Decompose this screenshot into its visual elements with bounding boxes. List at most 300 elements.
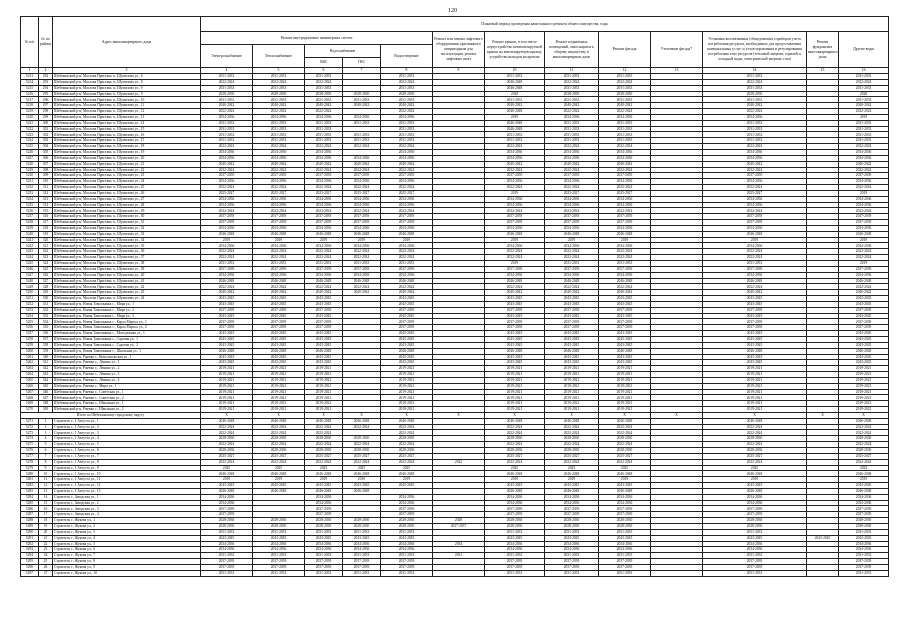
table-cell: 2031-2033: [201, 553, 253, 559]
table-cell: 2034-2036: [253, 202, 305, 208]
header-hvs: ХВС: [305, 58, 343, 68]
address-cell: Строитель г., 1 Августа ул., 7: [53, 453, 201, 459]
header-foundation: Ремонт фундамента многоквартирного дома: [807, 32, 839, 68]
table-cell: 2031-2033: [485, 529, 545, 535]
table-cell: 2040-2042: [201, 103, 253, 109]
table-cell: 2028-2030: [253, 91, 305, 97]
table-cell: 310: [39, 179, 53, 185]
table-cell: 2043-2045: [703, 336, 807, 342]
table-cell: 21: [39, 535, 53, 541]
table-cell: 2037-2039: [599, 559, 651, 565]
header-lift: Ремонт или замена лифтового оборудования, признанного непригодным для эксплуатации, ремонт лифтовых шахт: [433, 32, 485, 68]
table-cell: 2022-2024: [201, 442, 253, 448]
table-cell: 2034-2036: [485, 272, 545, 278]
table-cell: 2022-2024: [839, 424, 889, 430]
table-cell: 2034-2036: [305, 494, 343, 500]
table-cell: 2025-2027: [381, 190, 433, 196]
table-cell: 2031-2033: [703, 261, 807, 267]
table-cell: 2043-2045: [839, 331, 889, 337]
table-cell: 2046-2048: [703, 418, 807, 424]
table-cell: 5282: [21, 483, 39, 489]
table-cell: 2040-2042: [599, 290, 651, 296]
table-cell: 2043-2045: [381, 331, 433, 337]
table-cell: 5280: [21, 471, 39, 477]
table-cell: 2022-2024: [545, 284, 599, 290]
table-cell: 2022-2024: [839, 249, 889, 255]
table-cell: 2031-2033: [703, 138, 807, 144]
table-cell: 2037-2039: [485, 564, 545, 570]
table-cell: 2025-2027: [305, 453, 343, 459]
address-cell: Шебекинский р-н, Маслова Пристань п., Шумилова ул., 36: [53, 249, 201, 255]
table-cell: 2034-2036: [381, 179, 433, 185]
table-cell: 2037-2039: [253, 325, 305, 331]
table-cell: 2037-2039: [305, 325, 343, 331]
table-cell: 2037-2039: [599, 325, 651, 331]
table-cell: 2031-2033: [839, 120, 889, 126]
table-cell: 2022-2024: [599, 430, 651, 436]
table-cell: 2031-2033: [599, 97, 651, 103]
table-cell: 2034-2036: [381, 547, 433, 553]
table-cell: 2031-2033: [201, 570, 253, 576]
table-cell: 2019: [201, 477, 253, 483]
table-cell: 2025-2027: [599, 190, 651, 196]
table-cell: 2043-2045: [839, 296, 889, 302]
table-cell: 2019-2021: [201, 389, 253, 395]
table-cell: 2037-2039: [703, 307, 807, 313]
address-cell: Строитель г., 1 Августа ул., 11: [53, 477, 201, 483]
table-cell: 2040-2042: [381, 290, 433, 296]
table-cell: 5242: [21, 243, 39, 249]
table-cell: 2043-2045: [599, 301, 651, 307]
table-cell: 2034-2036: [545, 202, 599, 208]
table-cell: 2025-2027: [343, 453, 381, 459]
table-cell: 5251: [21, 296, 39, 302]
table-cell: 2034-2036: [599, 114, 651, 120]
table-cell: 2031-2033: [839, 85, 889, 91]
table-cell: 2019-2021: [201, 366, 253, 372]
table-cell: 2022-2024: [485, 249, 545, 255]
table-cell: 2022-2024: [381, 109, 433, 115]
table-cell: 2031-2033: [343, 97, 381, 103]
table-cell: 2043-2045: [343, 535, 381, 541]
table-cell: 2019-2021: [839, 366, 889, 372]
table-cell: 2022-2024: [343, 424, 381, 430]
table-cell: 2031-2033: [201, 97, 253, 103]
table-cell: 2031-2033: [201, 529, 253, 535]
table-cell: 2043-2045: [545, 342, 599, 348]
table-cell: 2043-2045: [703, 360, 807, 366]
table-cell: 2019-2021: [703, 389, 807, 395]
table-cell: [433, 570, 485, 576]
table-cell: 19: [39, 523, 53, 529]
address-cell: Строитель г., 1 Августа ул., 2: [53, 424, 201, 430]
table-cell: 2028-2030: [305, 436, 343, 442]
table-cell: 2043-2045: [703, 296, 807, 302]
table-cell: 2019: [381, 477, 433, 483]
table-cell: 5216: [21, 91, 39, 97]
table-cell: 315: [39, 208, 53, 214]
header-address: Адрес многоквартирного дома: [53, 17, 201, 68]
table-cell: 2022-2024: [545, 208, 599, 214]
address-cell: Строитель г., Заводская ул., 4: [53, 512, 201, 518]
address-cell: Шебекинский р-н, Маслова Пристань п., Шумилова ул., 23: [53, 173, 201, 179]
table-cell: 2022: [433, 459, 485, 465]
table-cell: 2031-2033: [343, 132, 381, 138]
table-cell: 2022-2024: [381, 442, 433, 448]
table-cell: 2046-2048: [485, 418, 545, 424]
table-cell: 2043-2045: [201, 483, 253, 489]
table-cell: 2022-2024: [343, 255, 381, 261]
table-cell: 2031-2033: [253, 553, 305, 559]
table-cell: 22: [39, 541, 53, 547]
table-cell: 2019: [485, 237, 545, 243]
table-cell: 325: [39, 266, 53, 272]
table-cell: 320: [39, 237, 53, 243]
table-cell: 2031-2033: [703, 120, 807, 126]
table-cell: 2046-2048: [485, 109, 545, 115]
table-cell: 317: [39, 220, 53, 226]
table-cell: 2034-2036: [381, 272, 433, 278]
table-cell: 5255: [21, 319, 39, 325]
table-cell: 2031-2033: [599, 529, 651, 535]
table-cell: 2022-2024: [201, 79, 253, 85]
table-cell: 12: [39, 483, 53, 489]
table-cell: 2034-2036: [545, 155, 599, 161]
address-cell: Шебекинский р-н, Маслова Пристань п., Шумилова ул., 30: [53, 214, 201, 220]
table-cell: 2034-2036: [599, 243, 651, 249]
table-cell: 2022-2024: [253, 167, 305, 173]
table-cell: 25: [39, 559, 53, 565]
table-cell: 2022-2024: [381, 255, 433, 261]
table-cell: 2019-2021: [599, 372, 651, 378]
table-cell: 2022-2024: [545, 144, 599, 150]
table-cell: 2034-2036: [703, 225, 807, 231]
table-cell: 2037-2039: [201, 506, 253, 512]
table-cell: 2019-2021: [545, 377, 599, 383]
table-cell: 2037-2039: [485, 319, 545, 325]
table-cell: 312: [39, 190, 53, 196]
table-cell: 2019: [201, 237, 253, 243]
table-cell: 2037-2039: [599, 214, 651, 220]
table-cell: 2022-2024: [381, 430, 433, 436]
table-cell: 2034-2036: [381, 500, 433, 506]
table-cell: 5225: [21, 144, 39, 150]
table-cell: 2022-2024: [599, 208, 651, 214]
table-cell: 2031-2033: [839, 529, 889, 535]
address-cell: Шебекинский р-н, Маслова Пристань п., Шумилова ул., 31: [53, 220, 201, 226]
table-cell: 2019: [305, 237, 343, 243]
table-cell: 2046-2048: [485, 488, 545, 494]
table-cell: 2034-2036: [381, 155, 433, 161]
table-cell: 2046-2048: [485, 471, 545, 477]
table-cell: 2046-2048: [703, 348, 807, 354]
table-cell: 2025-2027: [545, 190, 599, 196]
table-cell: 311: [39, 185, 53, 191]
table-cell: 2034-2036: [839, 272, 889, 278]
table-cell: 2025-2027: [253, 453, 305, 459]
table-cell: 2034-2036: [703, 149, 807, 155]
x-marker-cell: X: [545, 412, 599, 418]
table-cell: 345: [39, 383, 53, 389]
table-cell: 2025-2027: [703, 190, 807, 196]
table-cell: 2034-2036: [201, 114, 253, 120]
table-cell: 2031-2033: [485, 97, 545, 103]
table-cell: 2034-2036: [201, 272, 253, 278]
table-cell: 2022-2024: [201, 459, 253, 465]
table-cell: 5253: [21, 307, 39, 313]
table-cell: 2028-2030: [343, 448, 381, 454]
table-cell: 2043-2045: [545, 483, 599, 489]
table-cell: 5274: [21, 436, 39, 442]
table-cell: 2022-2024: [253, 442, 305, 448]
table-cell: 2037-2039: [839, 307, 889, 313]
column-number: 11: [545, 68, 599, 74]
table-cell: 337: [39, 336, 53, 342]
table-cell: 2028-2030: [201, 91, 253, 97]
table-cell: 4: [39, 436, 53, 442]
table-cell: 2037-2039: [599, 220, 651, 226]
column-number: 2: [39, 68, 53, 74]
table-cell: 5267: [21, 389, 39, 395]
x-marker-cell: X: [253, 412, 305, 418]
table-cell: 303: [39, 138, 53, 144]
table-cell: 14: [39, 494, 53, 500]
address-cell: Шебекинский р-н, Маслова Пристань п., Шумилова ул., 13: [53, 114, 201, 120]
table-cell: 2019-2021: [305, 372, 343, 378]
header-facade: Ремонт фасада: [599, 32, 651, 68]
table-cell: 2043-2045: [485, 313, 545, 319]
table-cell: 2031-2033: [485, 74, 545, 80]
table-cell: 2046-2048: [485, 85, 545, 91]
table-cell: 5218: [21, 103, 39, 109]
table-cell: 5214: [21, 79, 39, 85]
x-marker-cell: X: [599, 412, 651, 418]
x-marker-cell: X: [305, 412, 343, 418]
address-cell: Шебекинский р-н, Новая Таволжанка с., Садовая ул., 2: [53, 342, 201, 348]
table-cell: 2037-2039: [343, 214, 381, 220]
table-cell: 2019-2021: [201, 372, 253, 378]
table-cell: 2031-2033: [381, 74, 433, 80]
header-drain: Водоотведение: [381, 45, 433, 68]
table-cell: 2043-2045: [253, 354, 305, 360]
table-cell: 2022-2024: [839, 459, 889, 465]
table-cell: 5213: [21, 74, 39, 80]
table-cell: 294: [39, 85, 53, 91]
header-insulation: Утепление фасада*: [651, 32, 703, 68]
address-cell: Шебекинский р-н, Маслова Пристань п., Шумилова ул., 40: [53, 272, 201, 278]
table-cell: 2022-2024: [201, 430, 253, 436]
table-cell: 2019-2021: [201, 377, 253, 383]
table-cell: 2043-2045: [305, 331, 343, 337]
table-cell: 2019-2021: [253, 395, 305, 401]
table-cell: 2034-2036: [599, 225, 651, 231]
table-cell: 2019-2021: [253, 389, 305, 395]
address-cell: Шебекинский р-н, Маслова Пристань п., Шумилова ул., 10: [53, 97, 201, 103]
table-cell: 5249: [21, 284, 39, 290]
table-cell: 2019: [381, 237, 433, 243]
table-cell: 2037-2039: [381, 220, 433, 226]
table-cell: 2019: [485, 261, 545, 267]
table-cell: 5223: [21, 132, 39, 138]
table-cell: 2046-2048: [381, 348, 433, 354]
table-cell: 2037-2039: [839, 512, 889, 518]
table-cell: 1: [39, 418, 53, 424]
table-cell: 2028-2030: [343, 518, 381, 524]
table-cell: 2022-2024: [305, 79, 343, 85]
address-cell: Шебекинский р-н, Новая Таволжанка с., Мира ул., 3: [53, 313, 201, 319]
table-cell: 2022-2024: [201, 255, 253, 261]
table-cell: 2022-2024: [381, 79, 433, 85]
table-cell: 2022-2024: [305, 424, 343, 430]
table-cell: 5236: [21, 208, 39, 214]
table-cell: 2040-2042: [381, 161, 433, 167]
table-cell: 2022-2024: [253, 109, 305, 115]
table-cell: 2037-2039: [703, 559, 807, 565]
table-cell: 346: [39, 389, 53, 395]
table-cell: 2037-2039: [305, 307, 343, 313]
table-cell: 2022-2024: [703, 284, 807, 290]
table-cell: 321: [39, 243, 53, 249]
table-cell: 18: [39, 518, 53, 524]
table-cell: 2022-2024: [253, 284, 305, 290]
table-cell: 2046-2048: [545, 278, 599, 284]
table-cell: 2022-2024: [703, 459, 807, 465]
table-cell: 5297: [21, 570, 39, 576]
table-cell: 2019-2021: [201, 383, 253, 389]
table-cell: 2037-2039: [305, 512, 343, 518]
table-cell: 5250: [21, 290, 39, 296]
table-cell: 2040-2042: [305, 103, 343, 109]
address-cell: Строитель г., 1 Августа ул., 12: [53, 483, 201, 489]
table-cell: 2025: [253, 465, 305, 471]
table-cell: 2043-2045: [599, 342, 651, 348]
table-cell: 2037-2039: [545, 506, 599, 512]
table-cell: 2040-2042: [201, 161, 253, 167]
table-cell: 5279: [21, 465, 39, 471]
table-cell: 2022-2024: [381, 249, 433, 255]
table-cell: 2043-2045: [305, 354, 343, 360]
table-cell: 2028-2030: [253, 436, 305, 442]
table-cell: 2043-2045: [703, 331, 807, 337]
table-cell: 5269: [21, 401, 39, 407]
table-cell: 2031-2033: [839, 138, 889, 144]
table-cell: 2034-2036: [485, 243, 545, 249]
table-cell: 2031-2033: [253, 120, 305, 126]
address-cell: Шебекинский р-н, Маслова Пристань п., Шумилова ул., 28: [53, 202, 201, 208]
table-cell: 2037-2039: [599, 564, 651, 570]
table-cell: 2043-2045: [839, 301, 889, 307]
table-cell: 5237: [21, 214, 39, 220]
table-cell: 17: [39, 512, 53, 518]
table-cell: 2019-2021: [839, 407, 889, 413]
table-cell: 2037-2039: [703, 564, 807, 570]
column-number: 3: [53, 68, 201, 74]
header-n: № п/п: [21, 17, 39, 68]
table-cell: 2031-2033: [253, 132, 305, 138]
table-cell: 2031-2033: [599, 74, 651, 80]
table-cell: 299: [39, 114, 53, 120]
table-cell: 2028-2030: [381, 523, 433, 529]
table-cell: 2037-2039: [545, 325, 599, 331]
table-cell: 2019: [839, 114, 889, 120]
table-cell: 2043-2045: [703, 483, 807, 489]
header-basement: Ремонт подвальных помещений, относящихся к общему имуществу в многоквартирном доме: [545, 32, 599, 68]
table-cell: 2031-2033: [545, 570, 599, 576]
table-cell: 2034-2036: [839, 179, 889, 185]
table-cell: 2046-2048: [545, 471, 599, 477]
table-cell: 5233: [21, 190, 39, 196]
table-cell: 2019-2021: [381, 407, 433, 413]
table-cell: 2022-2024: [545, 430, 599, 436]
table-cell: 2028-2030: [381, 436, 433, 442]
table-cell: 2028-2030: [599, 91, 651, 97]
table-cell: 2019-2021: [381, 383, 433, 389]
table-cell: 5222: [21, 126, 39, 132]
table-cell: 2034-2036: [305, 114, 343, 120]
table-cell: 2019-2021: [253, 377, 305, 383]
table-cell: 2022-2024: [253, 185, 305, 191]
x-marker-cell: X: [201, 412, 253, 418]
table-cell: 8: [39, 459, 53, 465]
table-cell: 2022-2024: [381, 144, 433, 150]
table-cell: 2037-2039: [703, 506, 807, 512]
table-cell: 301: [39, 126, 53, 132]
table-cell: 2022-2024: [599, 424, 651, 430]
table-cell: 2043-2045: [381, 342, 433, 348]
table-cell: 2034-2036: [305, 149, 343, 155]
table-cell: 2043-2045: [839, 354, 889, 360]
table-cell: 2034-2036: [839, 494, 889, 500]
table-cell: 2022-2024: [253, 208, 305, 214]
table-cell: 2034-2036: [253, 272, 305, 278]
table-cell: 5232: [21, 185, 39, 191]
table-cell: 2019-2021: [381, 377, 433, 383]
table-cell: 307: [39, 161, 53, 167]
table-cell: 2025-2027: [485, 453, 545, 459]
address-cell: Шебекинский р-н, Ржевка с., Школьная ул., 1: [53, 401, 201, 407]
table-cell: 2037-2039: [839, 214, 889, 220]
x-marker-cell: X: [703, 412, 807, 418]
table-cell: 2034-2036: [201, 500, 253, 506]
table-cell: 7: [39, 453, 53, 459]
table-cell: 2028: [433, 518, 485, 524]
table-cell: 2046-2048: [703, 471, 807, 477]
table-cell: 2019: [839, 237, 889, 243]
table-cell: 2019-2021: [599, 377, 651, 383]
table-cell: 2034-2036: [253, 155, 305, 161]
table-cell: 2031-2033: [545, 553, 599, 559]
table-cell: 2022-2024: [703, 144, 807, 150]
table-cell: 2022-2024: [839, 109, 889, 115]
table-cell: 2037-2039: [201, 220, 253, 226]
address-cell: Шебекинский р-н, Маслова Пристань п., Шумилова ул., 14: [53, 120, 201, 126]
table-cell: 331: [39, 301, 53, 307]
table-cell: 2019-2021: [545, 401, 599, 407]
table-cell: 2025-2027: [839, 453, 889, 459]
table-cell: 2037-2039: [381, 564, 433, 570]
table-cell: 2019-2021: [545, 383, 599, 389]
x-marker-cell: X: [381, 412, 433, 418]
table-cell: 2034-2036: [839, 541, 889, 547]
table-cell: 2031-2033: [599, 120, 651, 126]
table-cell: 2037-2039: [201, 325, 253, 331]
table-cell: 2022-2024: [485, 424, 545, 430]
table-cell: 2019-2021: [839, 401, 889, 407]
table-cell: 2025: [201, 465, 253, 471]
table-cell: 2031-2033: [839, 74, 889, 80]
table-cell: 2043-2045: [201, 360, 253, 366]
table-cell: 2022-2024: [201, 284, 253, 290]
